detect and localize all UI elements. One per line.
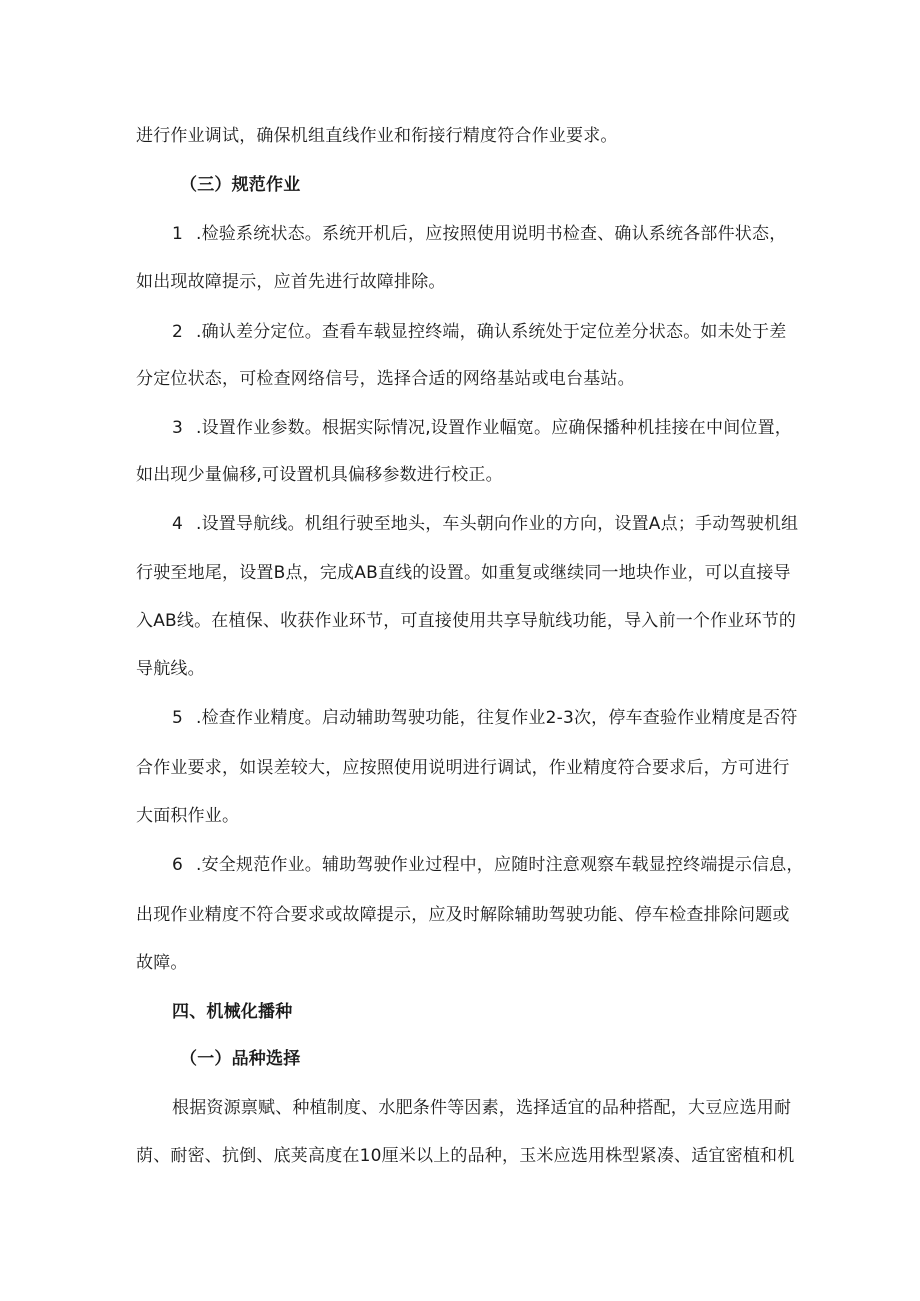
item-2-text: .确认差分定位。查看车载显控终端，确认系统处于定位差分状态。如未处于差 (196, 322, 787, 342)
item-5-line-1 (172, 706, 798, 730)
item-1-line-1 (172, 222, 786, 246)
item-4-line-4: 导航线。 (136, 659, 205, 679)
item-3-text: .设置作业参数。根据实际情况,设置作业幅宽。应确保播种机挂接在中间位置， (196, 418, 793, 438)
item-4-line-1 (172, 512, 798, 536)
section-4-paragraph-line-1: 根据资源禀赋、种植制度、水肥条件等因素，选择适宜的品种搭配，大豆应选用耐 (172, 1098, 792, 1118)
item-4-line-3: 入AB线。在植保、收获作业环节，可直接使用共享导航线功能，导入前一个作业环节的 (136, 611, 797, 631)
section-3-heading: （三）规范作业 (180, 175, 301, 195)
section-4-subheading: （一）品种选择 (180, 1049, 301, 1069)
item-5-line-2: 合作业要求，如误差较大，应按照使用说明进行调试，作业精度符合要求后，方可进行 (136, 758, 790, 778)
item-1-text: .检验系统状态。系统开机后，应按照使用说明书检查、确认系统各部件状态， (196, 224, 787, 244)
item-4-line-2: 行驶至地尾，设置B点，完成AB直线的设置。如重复或继续同一地块作业，可以直接导 (136, 563, 791, 583)
item-5-line-3: 大面积作业。 (136, 806, 240, 826)
item-6-line-3: 故障。 (136, 953, 188, 973)
item-4-number: 4 (172, 514, 184, 534)
item-1-line-2: 如出现故障提示，应首先进行故障排除。 (136, 272, 446, 292)
item-2-line-2: 分定位状态，可检查网络信号，选择合适的网络基站或电台基站。 (136, 369, 635, 389)
intro-continuation: 进行作业调试，确保机组直线作业和衔接行精度符合作业要求。 (136, 126, 618, 146)
item-1-number: 1 (172, 224, 184, 244)
item-2-line-1 (172, 320, 786, 344)
item-6-line-2: 出现作业精度不符合要求或故障提示，应及时解除辅助驾驶功能、停车检查排除问题或 (136, 905, 790, 925)
item-4-text: .设置导航线。机组行驶至地头，车头朝向作业的方向，设置A点；手动驾驶机组 (196, 514, 799, 534)
item-5-text: .检查作业精度。启动辅助驾驶功能，往复作业2-3次，停车查验作业精度是否符 (196, 708, 798, 728)
section-4-paragraph-line-2: 荫、耐密、抗倒、底荚高度在10厘米以上的品种，玉米应选用株型紧凑、适宜密植和机 (136, 1146, 795, 1166)
item-3-line-1 (172, 416, 792, 440)
item-2-number: 2 (172, 322, 184, 342)
section-4-heading: 四、机械化播种 (172, 1002, 293, 1022)
item-6-line-1 (172, 853, 804, 877)
item-6-number: 6 (172, 855, 184, 875)
item-3-number: 3 (172, 418, 184, 438)
item-3-line-2: 如出现少量偏移,可设置机具偏移参数进行校正。 (136, 465, 503, 485)
item-5-number: 5 (172, 708, 184, 728)
item-6-text: .安全规范作业。辅助驾驶作业过程中，应随时注意观察车载显控终端提示信息， (196, 855, 804, 875)
